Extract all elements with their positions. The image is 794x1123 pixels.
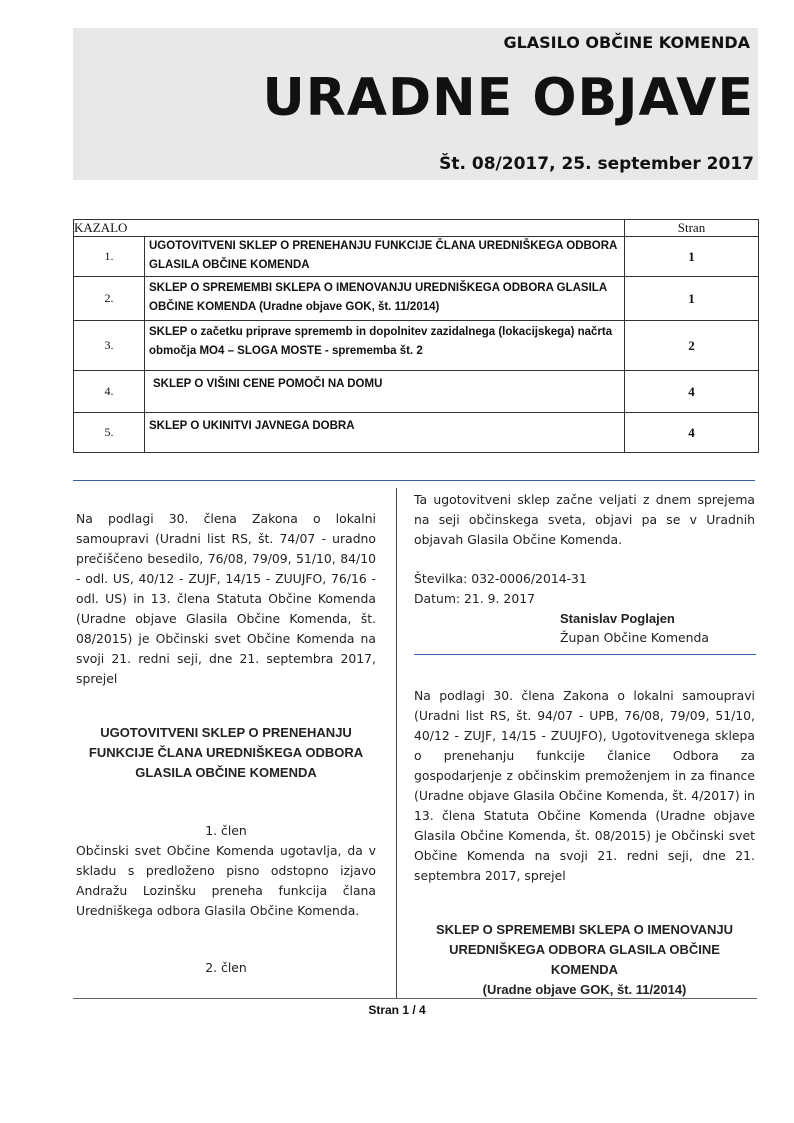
article-1-text: Občinski svet Občine Komenda ugotavlja, da v skladu s predloženo pisno odstopno izjavo Andražu Lozinšku preneha funkcija člana Uredniškega odbora Glasila Občine Komenda. xyxy=(76,843,376,918)
right-closing-paragraph: Ta ugotovitveni sklep začne veljati z dnem sprejema na seji občinskega sveta, objavi pa se v Uradnih objavah Glasila Občine Komenda. xyxy=(414,492,755,547)
toc-row-page: 2 xyxy=(625,321,759,371)
left-section-title-line: UGOTOVITVENI SKLEP O PRENEHANJU xyxy=(100,725,352,740)
toc-row xyxy=(74,413,759,453)
right-section-title xyxy=(414,920,755,1000)
main-title: URADNE OBJAVE xyxy=(262,68,754,128)
toc-row xyxy=(74,371,759,413)
section-divider xyxy=(73,480,755,481)
table-of-contents xyxy=(73,219,759,453)
decision-date: Datum: 21. 9. 2017 xyxy=(414,591,535,606)
left-intro-paragraph: Na podlagi 30. člena Zakona o lokalni samoupravi (Uradni list RS, št. 74/07 - uradno prečiščeno besedilo, 76/08, 79/09, 51/10, 84/10 - odl. US, 40/12 - ZUJF, 14/15 - ZUUJFO, 76/16 - odl. US) in 13. člena Statuta Občine Komenda (Uradne objave Glasila Občine Komenda, št. 08/2015) je Občinski svet Občine Komenda na svoji 21. redni seji, dne 21. septembra 2017, sprejel xyxy=(76,511,376,686)
toc-row-title[interactable]: SKLEP O SPREMEMBI SKLEPA O IMENOVANJU UREDNIŠKEGA ODBORA GLASILA OBČINE KOMENDA (Uradne objave GOK, št. 11/2014) xyxy=(145,277,625,321)
signer-title: Župan Občine Komenda xyxy=(560,630,709,645)
toc-row-number: 4. xyxy=(74,371,145,413)
signer-name: Stanislav Poglajen xyxy=(560,611,675,626)
toc-header-row xyxy=(74,220,759,237)
toc-row-page: 1 xyxy=(625,237,759,277)
right-section-title-line: (Uradne objave GOK, št. 11/2014) xyxy=(482,982,687,997)
column-divider xyxy=(396,488,397,998)
masthead xyxy=(73,28,758,180)
toc-row-title[interactable]: SKLEP o začetku priprave sprememb in dopolnitev zazidalnega (lokacijskega) načrta območja MO4 – SLOGA MOSTE - sprememba št. 2 xyxy=(145,321,625,371)
toc-row-number: 3. xyxy=(74,321,145,371)
issue-number-date: Št. 08/2017, 25. september 2017 xyxy=(439,154,754,174)
right-intro-paragraph: Na podlagi 30. člena Zakona o lokalni samoupravi (Uradni list RS, št. 94/07 - UPB, 76/08, 79/09, 51/10, 40/12 - ZUJF, 14/15 - ZUUJFO), Ugotovitvenega sklepa o prenehanju funkcije članice Odbora za gospodarjenje z občinskim premoženjem in za finance (Uradne objave Glasila Občine Komenda, št. 4/2017) in 13. člena Statuta Občine Komenda (Uradne objave Glasila Občine Komenda, št. 08/2015) je Občinski svet Občine Komenda na svoji 21. redni seji, dne 21. septembra 2017, sprejel xyxy=(414,688,755,883)
toc-row xyxy=(74,277,759,321)
toc-row xyxy=(74,237,759,277)
publication-name: GLASILO OBČINE KOMENDA xyxy=(503,33,750,52)
right-section-title-line: SKLEP O SPREMEMBI SKLEPA O IMENOVANJU xyxy=(435,922,734,937)
page-number: Stran 1 / 4 xyxy=(368,1003,426,1017)
toc-row-number: 5. xyxy=(74,413,145,453)
toc-row-page: 1 xyxy=(625,277,759,321)
toc-row-number: 2. xyxy=(74,277,145,321)
toc-row-page: 4 xyxy=(625,371,759,413)
reference-number: Številka: 032-0006/2014-31 xyxy=(414,571,587,586)
toc-row xyxy=(74,321,759,371)
left-section-title-line: GLASILA OBČINE KOMENDA xyxy=(135,765,317,780)
toc-row-title[interactable]: SKLEP O UKINITVI JAVNEGA DOBRA xyxy=(145,413,625,453)
toc-header-left: KAZALO xyxy=(74,220,625,237)
article-1-heading: 1. člen xyxy=(205,823,247,838)
toc-header-right: Stran xyxy=(625,220,759,237)
toc-row-title[interactable]: UGOTOVITVENI SKLEP O PRENEHANJU FUNKCIJE ČLANA UREDNIŠKEGA ODBORA GLASILA OBČINE KOMENDA xyxy=(145,237,625,277)
toc-row-page: 4 xyxy=(625,413,759,453)
left-section-title-line: FUNKCIJE ČLANA UREDNIŠKEGA ODBORA xyxy=(88,745,364,760)
right-section-title-line: UREDNIŠKEGA ODBORA GLASILA OBČINE KOMENDA xyxy=(449,942,720,977)
left-section-title xyxy=(76,723,376,783)
right-column-divider xyxy=(414,654,756,655)
toc-row-title[interactable]: SKLEP O VIŠINI CENE POMOČI NA DOMU xyxy=(145,371,625,413)
article-2-heading: 2. člen xyxy=(205,960,247,975)
toc-row-number: 1. xyxy=(74,237,145,277)
